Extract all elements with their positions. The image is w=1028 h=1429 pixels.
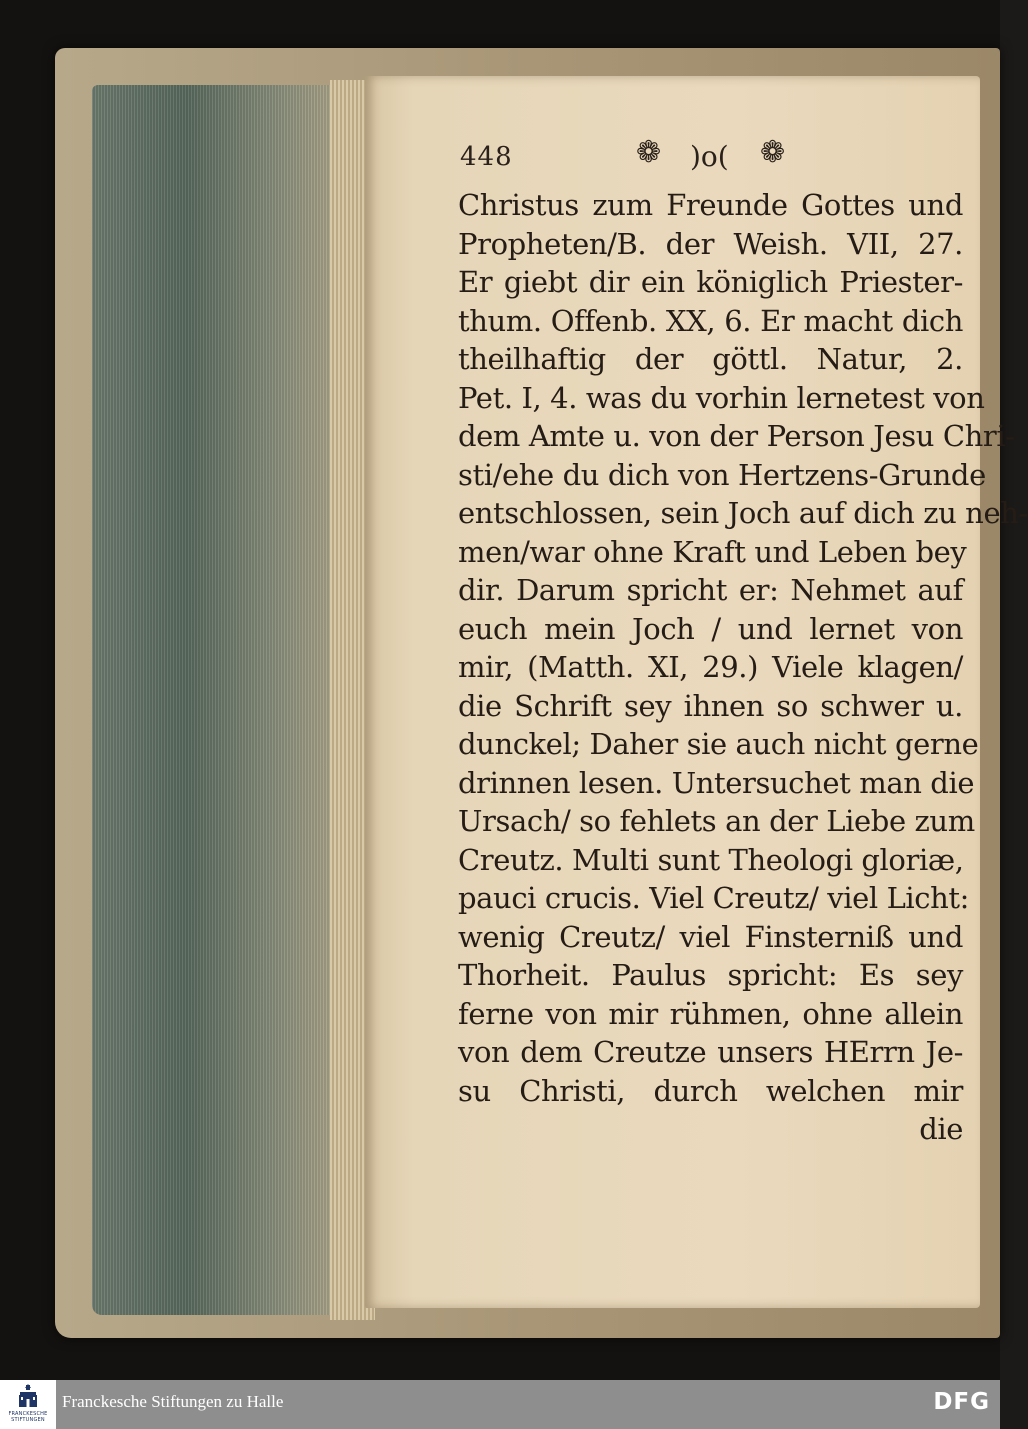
text-line: Er giebt dir ein königlich Priester- [458, 265, 963, 299]
text-line: drinnen lesen. Untersuchet man die [458, 765, 975, 800]
text-line: Pet. I, 4. was du vorhin lernetest von [458, 380, 985, 415]
text-line: men/war ohne Kraft und Leben bey [458, 534, 967, 569]
text-line: mir, (Matth. XI, 29.) Viele klagen/ [458, 650, 963, 684]
center-ornament: )o( [690, 140, 729, 173]
page-body-text [458, 186, 1028, 1149]
orphanage-building-icon [16, 1384, 40, 1408]
text-line: wenig Creutz/ viel Finsterniß und [458, 919, 963, 954]
text-line: Ursach/ so fehlets an der Liebe zum [458, 804, 975, 838]
text-line: Creutz. Multi sunt Theologi gloriæ, [458, 842, 964, 877]
page-edges [92, 85, 362, 1315]
institution-name[interactable]: Franckesche Stiftungen zu Halle [62, 1392, 284, 1411]
dfg-logo[interactable]: DFG [933, 1389, 990, 1415]
text-line: Propheten/B. der Weish. VII, 27. [458, 226, 963, 261]
catchword: die [919, 1112, 963, 1146]
institution-logo[interactable] [0, 1380, 56, 1429]
text-line: sti/ehe du dich von Hertzens-Grunde [458, 457, 986, 492]
flower-ornament-icon: ❁ [760, 135, 786, 170]
text-line: thum. Offenb. XX, 6. Er macht dich [458, 303, 963, 338]
text-line: dir. Darum spricht er: Nehmet auf [458, 573, 963, 607]
text-line: ferne von mir rühmen, ohne allein [458, 996, 963, 1031]
page-number: 448 [460, 142, 513, 172]
text-line: dem Amte u. von der Person Jesu Chri- [458, 419, 1015, 453]
text-line: euch mein Joch / und lernet von [458, 611, 963, 646]
logo-caption: FRANCKESCHE STIFTUNGEN [8, 1411, 48, 1423]
text-line: su Christi, durch welchen mir [458, 1073, 963, 1108]
text-line: pauci crucis. Viel Creutz/ viel Licht: [458, 881, 970, 915]
page-header [460, 135, 960, 182]
flower-ornament-icon: ❁ [636, 135, 662, 170]
text-line: entschlossen, sein Joch auf dich zu neh- [458, 496, 1028, 530]
text-line: Christus zum Freunde Gottes und [458, 188, 963, 222]
text-line: dunckel; Daher sie auch nicht gerne [458, 727, 979, 761]
text-line: von dem Creutze unsers HErrn Je- [458, 1035, 963, 1069]
footer-bar [0, 1380, 1000, 1429]
text-line: die Schrift sey ihnen so schwer u. [458, 688, 963, 723]
text-line: Thorheit. Paulus spricht: Es sey [458, 958, 963, 992]
text-line: theilhaftig der göttl. Natur, 2. [458, 342, 963, 376]
